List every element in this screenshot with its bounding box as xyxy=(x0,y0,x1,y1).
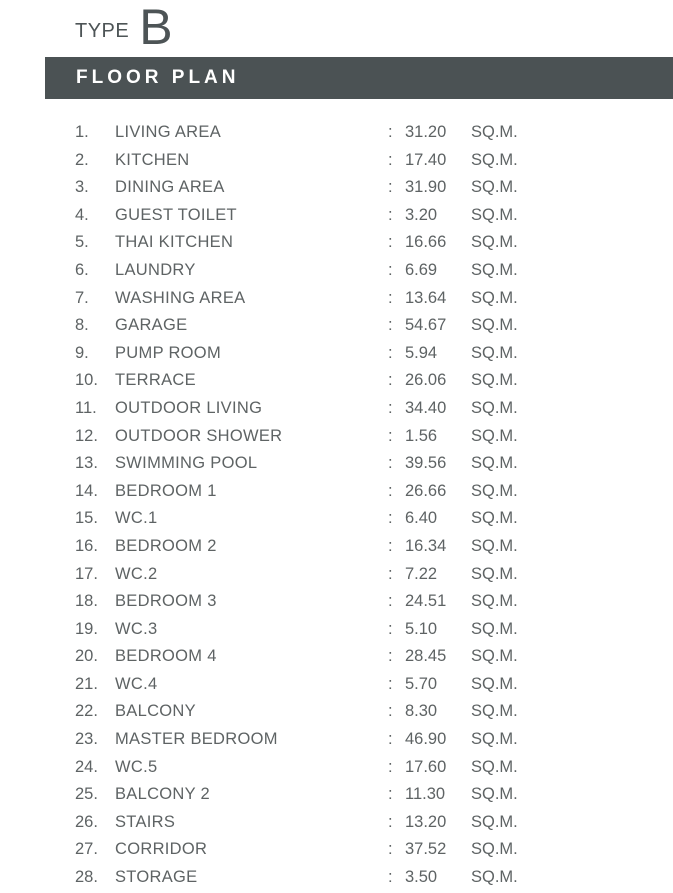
room-name: BEDROOM 1 xyxy=(115,481,217,500)
room-number: 11. xyxy=(75,398,97,417)
room-area: 1.56 xyxy=(405,426,438,445)
room-name: GARAGE xyxy=(115,316,188,335)
room-unit: SQ.M. xyxy=(471,288,518,307)
room-name: WC.4 xyxy=(115,674,158,693)
room-row xyxy=(0,836,673,864)
room-number: 16. xyxy=(75,536,98,555)
room-row xyxy=(0,395,673,423)
room-name: GUEST TOILET xyxy=(115,205,237,224)
room-unit: SQ.M. xyxy=(471,205,518,224)
room-area: 26.66 xyxy=(405,481,447,500)
room-number: 27. xyxy=(75,840,98,859)
room-unit: SQ.M. xyxy=(471,454,518,473)
banner-title: FLOOR PLAN xyxy=(76,67,240,88)
room-colon: : xyxy=(388,233,393,252)
room-area: 5.94 xyxy=(405,343,438,362)
room-colon: : xyxy=(388,647,393,666)
room-name: BALCONY 2 xyxy=(115,785,211,804)
room-unit: SQ.M. xyxy=(471,647,518,666)
room-number: 2. xyxy=(75,150,89,169)
room-name: BALCONY xyxy=(115,702,196,721)
room-unit: SQ.M. xyxy=(471,426,518,445)
room-name: TERRACE xyxy=(115,371,196,390)
room-row xyxy=(0,754,673,782)
room-name: STORAGE xyxy=(115,868,198,887)
room-unit: SQ.M. xyxy=(471,481,518,500)
room-colon: : xyxy=(388,371,393,390)
room-area: 17.60 xyxy=(405,757,447,776)
room-area: 26.06 xyxy=(405,371,447,390)
room-number: 17. xyxy=(75,564,98,583)
room-colon: : xyxy=(388,123,393,141)
room-row xyxy=(0,367,673,395)
room-unit: SQ.M. xyxy=(471,260,518,279)
room-name: WC.1 xyxy=(115,509,158,528)
room-area: 5.10 xyxy=(405,619,438,638)
room-colon: : xyxy=(388,316,393,335)
room-colon: : xyxy=(388,178,393,197)
room-unit: SQ.M. xyxy=(471,536,518,555)
room-number: 23. xyxy=(75,730,98,749)
room-name: MASTER BEDROOM xyxy=(115,730,278,749)
room-area: 3.50 xyxy=(405,868,438,887)
room-number: 13. xyxy=(75,454,98,473)
room-colon: : xyxy=(388,702,393,721)
room-colon: : xyxy=(388,812,393,831)
type-letter: B xyxy=(139,0,173,55)
room-row xyxy=(0,340,673,368)
room-unit: SQ.M. xyxy=(471,509,518,528)
room-colon: : xyxy=(388,205,393,224)
room-area: 16.66 xyxy=(405,233,447,252)
room-unit: SQ.M. xyxy=(471,757,518,776)
room-unit: SQ.M. xyxy=(471,123,518,141)
room-colon: : xyxy=(388,454,393,473)
room-row xyxy=(0,478,673,506)
room-name: WASHING AREA xyxy=(115,288,246,307)
room-name: BEDROOM 3 xyxy=(115,592,217,611)
room-colon: : xyxy=(388,398,393,417)
room-colon: : xyxy=(388,785,393,804)
room-number: 3. xyxy=(75,178,89,197)
room-number: 24. xyxy=(75,757,98,776)
room-colon: : xyxy=(388,840,393,859)
room-colon: : xyxy=(388,757,393,776)
room-colon: : xyxy=(388,564,393,583)
room-name: WC.2 xyxy=(115,564,158,583)
room-unit: SQ.M. xyxy=(471,233,518,252)
room-colon: : xyxy=(388,730,393,749)
room-unit: SQ.M. xyxy=(471,564,518,583)
room-number: 12. xyxy=(75,426,98,445)
room-unit: SQ.M. xyxy=(471,343,518,362)
room-number: 19. xyxy=(75,619,98,638)
room-unit: SQ.M. xyxy=(471,316,518,335)
room-row xyxy=(0,450,673,478)
room-number: 5. xyxy=(75,233,89,252)
room-name: OUTDOOR SHOWER xyxy=(115,426,283,445)
room-colon: : xyxy=(388,150,393,169)
room-row xyxy=(0,147,673,175)
room-number: 18. xyxy=(75,592,98,611)
room-row xyxy=(0,174,673,202)
room-unit: SQ.M. xyxy=(471,619,518,638)
room-name: BEDROOM 2 xyxy=(115,536,217,555)
room-name: BEDROOM 4 xyxy=(115,647,217,666)
room-area: 6.69 xyxy=(405,260,438,279)
room-area: 34.40 xyxy=(405,398,447,417)
room-unit: SQ.M. xyxy=(471,371,518,390)
room-colon: : xyxy=(388,288,393,307)
room-row xyxy=(0,423,673,451)
room-row xyxy=(0,671,673,699)
room-area: 31.20 xyxy=(405,123,447,141)
room-colon: : xyxy=(388,868,393,887)
room-list xyxy=(0,119,673,892)
room-area: 13.64 xyxy=(405,288,447,307)
room-row xyxy=(0,119,673,147)
room-row xyxy=(0,726,673,754)
room-area: 6.40 xyxy=(405,509,438,528)
room-number: 28. xyxy=(75,868,98,887)
room-area: 24.51 xyxy=(405,592,447,611)
room-unit: SQ.M. xyxy=(471,868,518,887)
room-area: 28.45 xyxy=(405,647,447,666)
room-row xyxy=(0,809,673,837)
room-unit: SQ.M. xyxy=(471,674,518,693)
room-name: PUMP ROOM xyxy=(115,343,221,362)
room-row xyxy=(0,781,673,809)
room-number: 8. xyxy=(75,316,89,335)
room-area: 5.70 xyxy=(405,674,438,693)
room-name: THAI KITCHEN xyxy=(115,233,234,252)
room-name: STAIRS xyxy=(115,812,176,831)
room-number: 9. xyxy=(75,343,89,362)
room-row xyxy=(0,257,673,285)
room-area: 8.30 xyxy=(405,702,438,721)
room-area: 3.20 xyxy=(405,205,438,224)
room-unit: SQ.M. xyxy=(471,730,518,749)
room-number: 1. xyxy=(75,123,89,141)
room-unit: SQ.M. xyxy=(471,592,518,611)
room-number: 25. xyxy=(75,785,98,804)
room-name: KITCHEN xyxy=(115,150,190,169)
room-row xyxy=(0,285,673,313)
room-number: 14. xyxy=(75,481,98,500)
room-name: WC.3 xyxy=(115,619,158,638)
room-number: 4. xyxy=(75,205,89,224)
room-colon: : xyxy=(388,343,393,362)
room-area: 7.22 xyxy=(405,564,438,583)
room-name: CORRIDOR xyxy=(115,840,208,859)
room-area: 46.90 xyxy=(405,730,447,749)
room-colon: : xyxy=(388,260,393,279)
room-name: DINING AREA xyxy=(115,178,225,197)
room-area: 54.67 xyxy=(405,316,447,335)
room-row xyxy=(0,616,673,644)
room-row xyxy=(0,643,673,671)
room-row xyxy=(0,561,673,589)
room-colon: : xyxy=(388,674,393,693)
room-number: 22. xyxy=(75,702,98,721)
room-name: LIVING AREA xyxy=(115,123,222,141)
room-row xyxy=(0,202,673,230)
room-colon: : xyxy=(388,481,393,500)
room-colon: : xyxy=(388,592,393,611)
room-unit: SQ.M. xyxy=(471,785,518,804)
room-number: 6. xyxy=(75,260,89,279)
room-number: 15. xyxy=(75,509,98,528)
room-unit: SQ.M. xyxy=(471,150,518,169)
room-name: LAUNDRY xyxy=(115,260,196,279)
room-colon: : xyxy=(388,619,393,638)
room-row xyxy=(0,533,673,561)
room-unit: SQ.M. xyxy=(471,812,518,831)
room-row xyxy=(0,864,673,892)
room-row xyxy=(0,698,673,726)
floor-plan-banner xyxy=(45,57,673,99)
room-colon: : xyxy=(388,536,393,555)
room-row xyxy=(0,312,673,340)
room-area: 39.56 xyxy=(405,454,447,473)
room-row xyxy=(0,588,673,616)
room-number: 21. xyxy=(75,674,98,693)
room-unit: SQ.M. xyxy=(471,702,518,721)
room-area: 37.52 xyxy=(405,840,447,859)
room-name: OUTDOOR LIVING xyxy=(115,398,263,417)
room-colon: : xyxy=(388,426,393,445)
room-unit: SQ.M. xyxy=(471,178,518,197)
room-area: 17.40 xyxy=(405,150,447,169)
room-unit: SQ.M. xyxy=(471,398,518,417)
room-area: 11.30 xyxy=(405,785,446,804)
room-unit: SQ.M. xyxy=(471,840,518,859)
room-area: 16.34 xyxy=(405,536,447,555)
room-area: 31.90 xyxy=(405,178,447,197)
type-heading xyxy=(75,0,173,55)
room-colon: : xyxy=(388,509,393,528)
room-number: 26. xyxy=(75,812,98,831)
type-word: TYPE xyxy=(75,20,130,42)
room-row xyxy=(0,505,673,533)
room-area: 13.20 xyxy=(405,812,447,831)
room-number: 7. xyxy=(75,288,89,307)
room-name: SWIMMING POOL xyxy=(115,454,258,473)
room-number: 20. xyxy=(75,647,98,666)
room-row xyxy=(0,229,673,257)
room-number: 10. xyxy=(75,371,98,390)
room-name: WC.5 xyxy=(115,757,158,776)
